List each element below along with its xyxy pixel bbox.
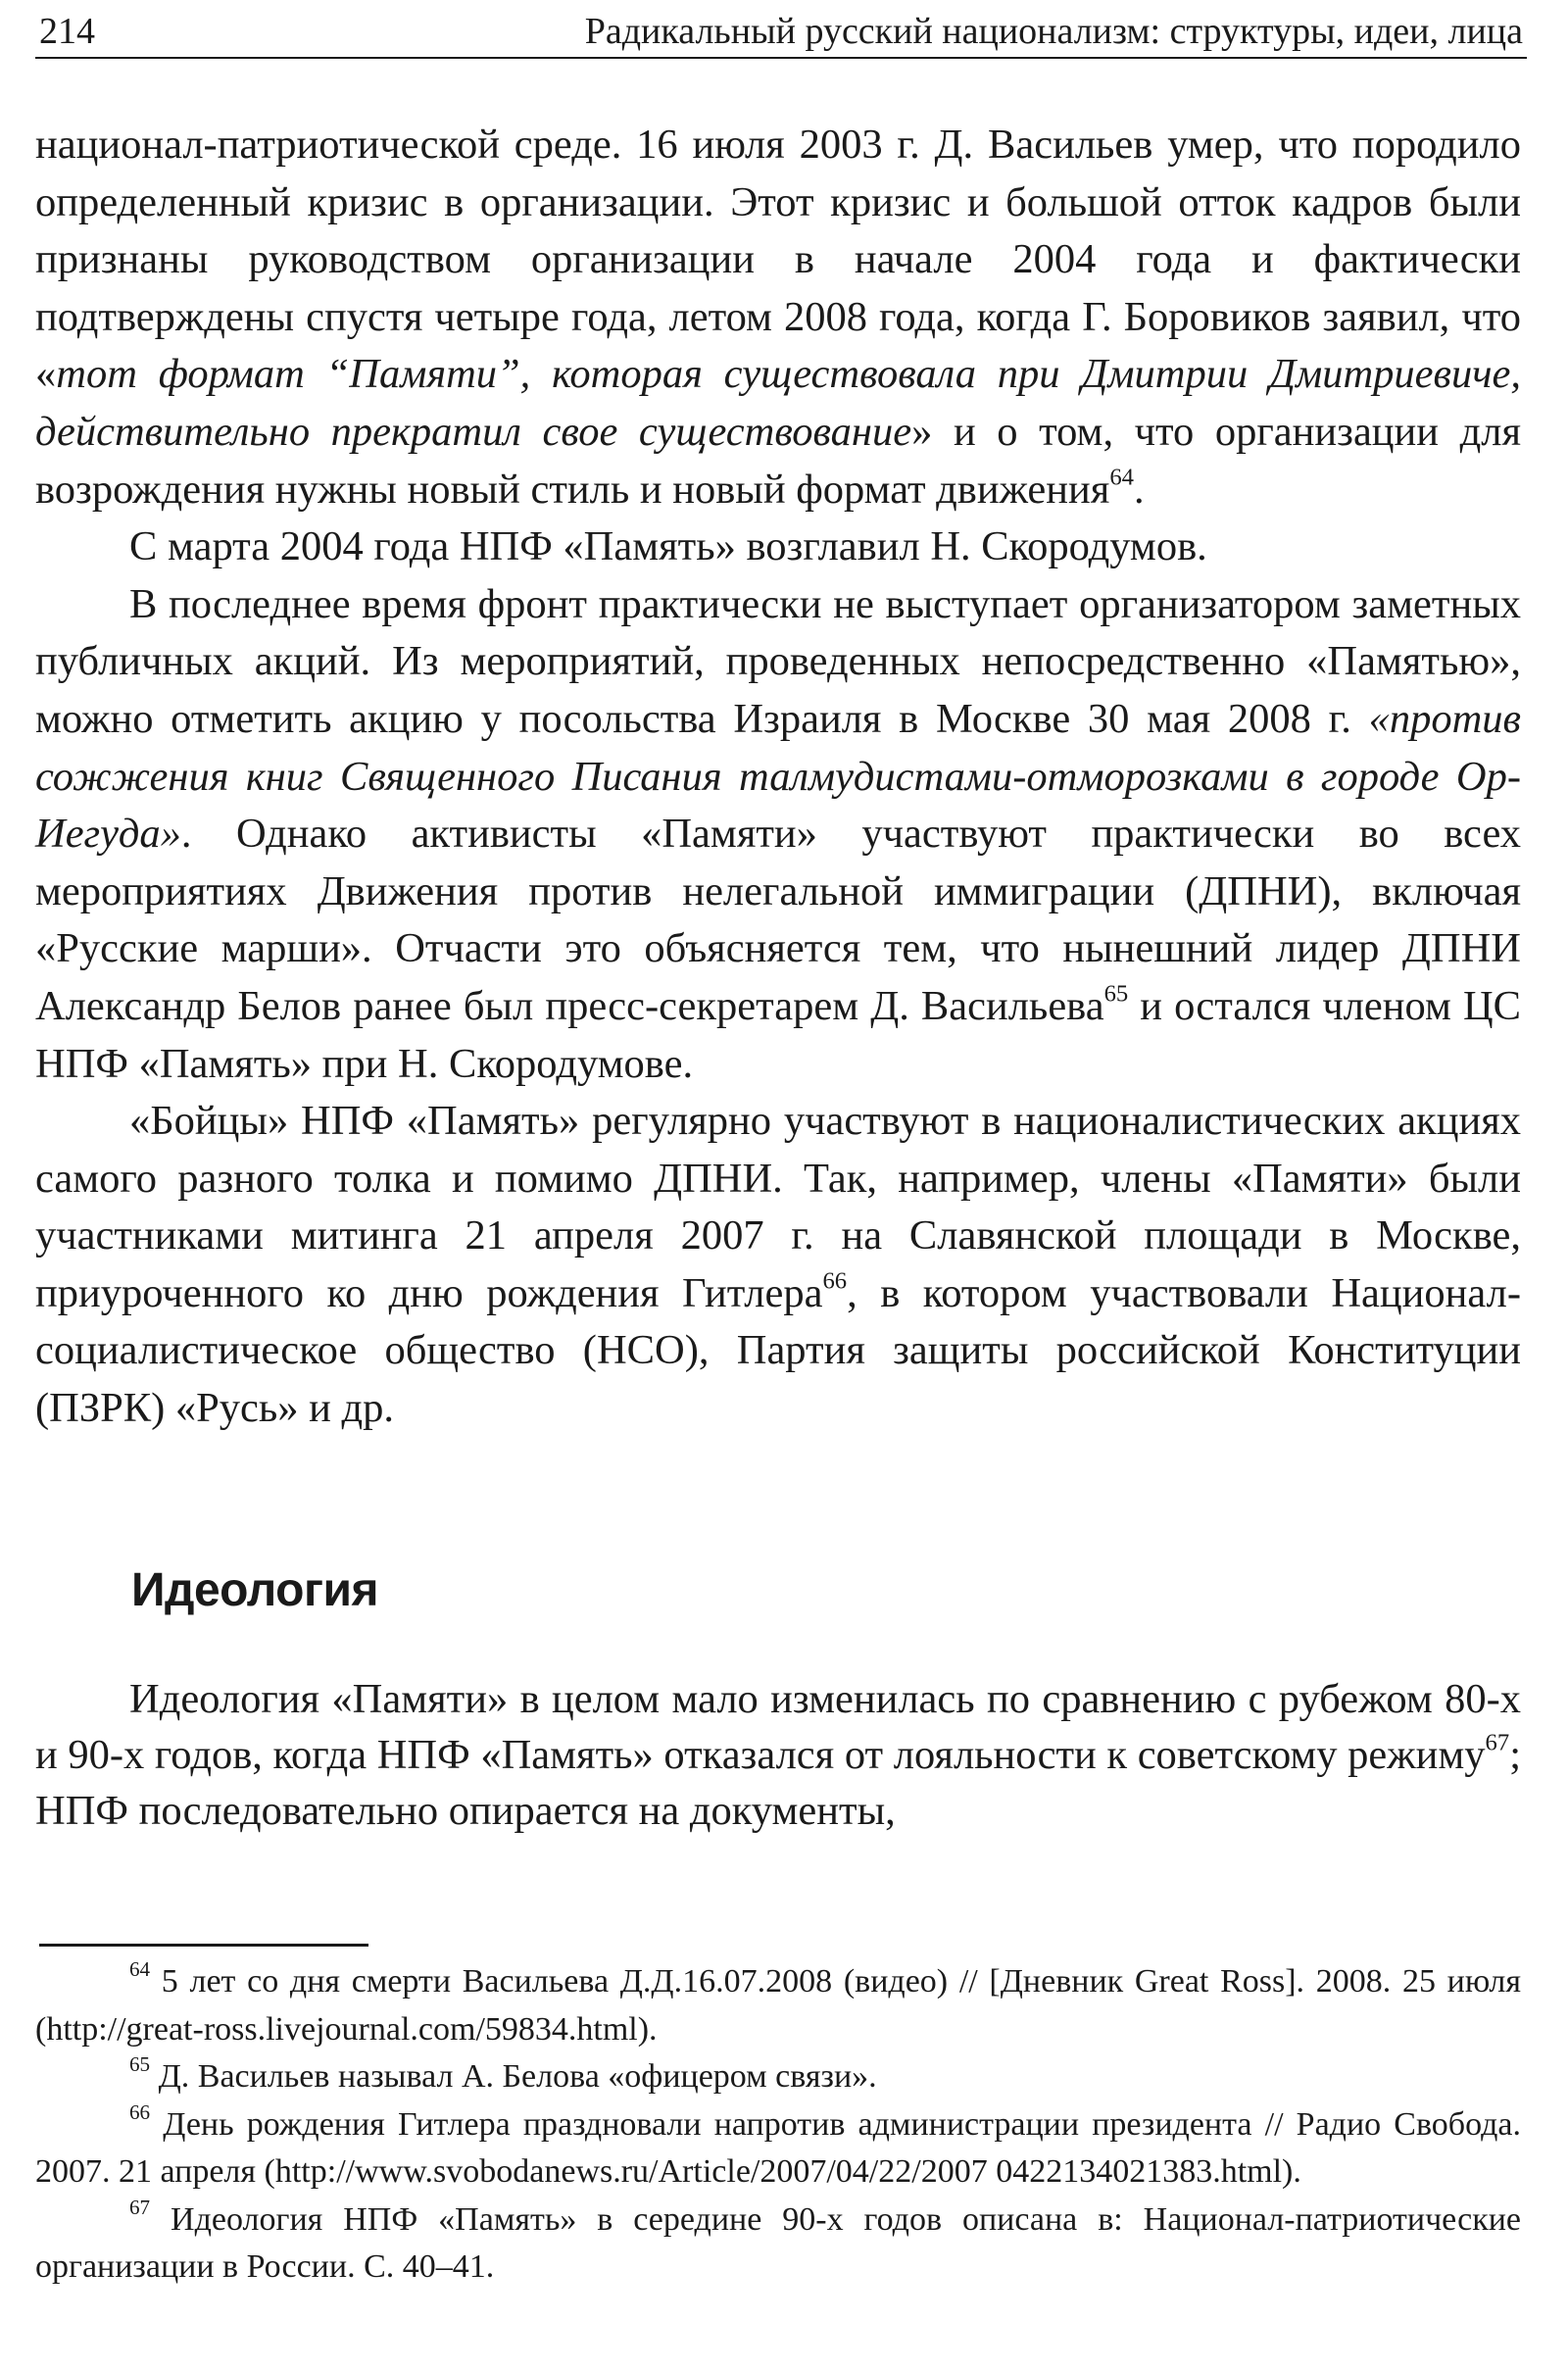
- main-text-lower: [35, 1671, 1521, 1839]
- paragraph-2: С марта 2004 года НПФ «Память» возглавил Н. Скородумов.: [129, 523, 1207, 570]
- running-title: Радикальный русский национализм: структуры, идеи, лица: [584, 11, 1523, 52]
- footnote-ref-67: 67: [1485, 1729, 1510, 1756]
- footnote-ref-64: 64: [1109, 464, 1134, 491]
- paragraph-5: [35, 1671, 1521, 1839]
- page-number: 214: [39, 11, 95, 52]
- paragraph-5-end: ; НПФ последовательно опирается на документы,: [35, 1732, 1521, 1834]
- footnote-number: 66: [129, 2099, 151, 2124]
- paragraph-4-text: «Бойцы» НПФ «Память» регулярно участвуют в националистических акциях самого разного толка и помимо ДПНИ. Так, например, члены «Памяти» были участниками митинга 21 апреля 2007 г. на Славянской площади в Москве, приуроченного ко дню рождения Гитлера: [35, 1098, 1521, 1316]
- footnote-ref-66: 66: [822, 1267, 848, 1295]
- footnote-text: Идеология НПФ «Память» в середине 90-х годов описана в: Национал-патриотические организации в России. С. 40–41.: [35, 2200, 1522, 2285]
- paragraph-4-end: , в котором участвовали Национал-социалистическое общество (НСО), Партия защиты российской Конституции (ПЗРК) «Русь» и др.: [35, 1269, 1521, 1432]
- paragraph-5-text: Идеология «Памяти» в целом мало изменилась по сравнению с рубежом 80-х и 90-х годов, когда НПФ «Память» отказался от лояльности к советскому режиму: [35, 1676, 1521, 1778]
- footnote-67: [35, 2197, 1521, 2292]
- paragraph-1-text: национал-патриотической среде. 16 июля 2003 г. Д. Васильев умер, что породило определенный кризис в организации. Этот кризис и большой отток кадров были признаны руководством организации в начале 2004 года и фактически подтверждены спустя четыре года, летом 2008 года, когда Г. Боровиков заявил, что «: [35, 122, 1521, 398]
- footnote-text: Д. Васильев называл А. Белова «офицером связи».: [158, 2058, 877, 2095]
- footnotes: [35, 1958, 1521, 2292]
- footnote-number: 65: [129, 2052, 151, 2077]
- paragraph-3: [35, 576, 1521, 1093]
- footnote-64: [35, 1958, 1521, 2053]
- paragraph-1-end: .: [1133, 466, 1145, 513]
- footnote-66: [35, 2101, 1521, 2197]
- footnote-separator: [39, 1944, 368, 1947]
- paragraph-3-end: и остался членом ЦС НПФ «Память» при Н. Скородумове.: [35, 982, 1521, 1087]
- footnote-ref-65: 65: [1103, 980, 1129, 1008]
- footnote-text: День рождения Гитлера праздновали напротив администрации президента // Радио Свобода. 2007. 21 апреля (http://www.svobodanews.ru/Article/2007/04/22/2007 0422134021383.html).: [35, 2105, 1521, 2190]
- paragraph-3-text-cont: . Однако активисты «Памяти» участвуют практически во всех мероприятиях Движения против нелегальной иммиграции (ДПНИ), включая «Русские марши». Отчасти это объясняется тем, что нынешний лидер ДПНИ Александр Белов ранее был пресс-секретарем Д. Васильева: [35, 811, 1521, 1029]
- paragraph-3-text: В последнее время фронт практически не выступает организатором заметных публичных акций. Из мероприятий, проведенных непосредственно «Памятью», можно отметить акцию у посольства Израиля в Москве 30 мая 2008 г.: [35, 580, 1521, 742]
- footnote-text: 5 лет со дня смерти Васильева Д.Д.16.07.2008 (видео) // [Дневник Great Ross]. 2008. 25 июля (http://great-ross.livejournal.com/59834.html).: [35, 1963, 1521, 2048]
- paragraph-3-quote: «против сожжения книг Священного Писания талмудистами-отморозками в городе Ор-Иегуда»: [35, 695, 1521, 858]
- paragraph-1-text-cont: » и о том, что организации для возрождения нужны новый стиль и новый формат движения: [35, 408, 1522, 513]
- paragraph-1-quote: тот формат “Памяти”, которая существовала при Дмитрии Дмитриевиче, действительно прекратил свое существование: [35, 351, 1521, 455]
- running-head: [35, 8, 1527, 59]
- main-text-upper: [35, 117, 1521, 1438]
- footnote-number: 64: [129, 1957, 151, 1982]
- paragraph-1: [35, 117, 1521, 518]
- paragraph-4: [35, 1093, 1521, 1438]
- section-heading: Идеология: [131, 1564, 378, 1616]
- footnote-number: 67: [129, 2195, 151, 2219]
- footnote-65: [35, 2053, 1521, 2101]
